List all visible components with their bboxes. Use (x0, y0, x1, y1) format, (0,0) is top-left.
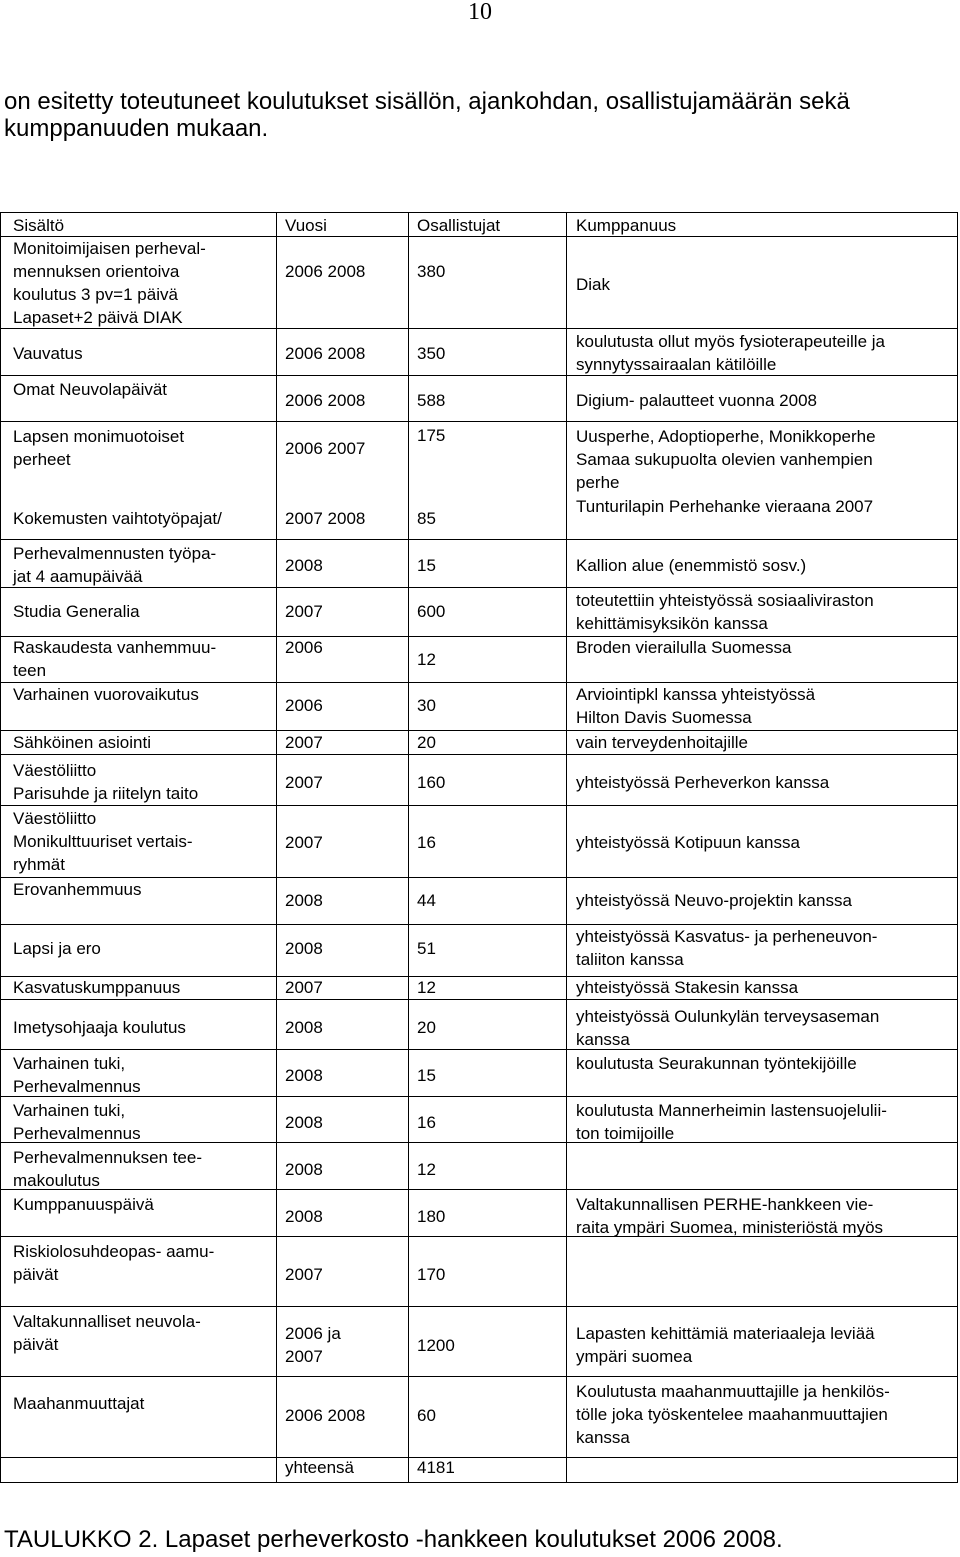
row-sisalto: Vauvatus (13, 344, 83, 363)
row-osallistujat: 15 (417, 1066, 436, 1085)
intro-line-2: kumppanuuden mukaan. (4, 115, 269, 142)
row-sisalto: Valtakunnalliset neuvola- päivät (13, 1312, 201, 1354)
row-osallistujat: 20 (417, 733, 436, 752)
total-value: 4181 (417, 1458, 455, 1477)
page-number: 10 (468, 0, 492, 25)
row-vuosi: 2007 (285, 733, 323, 752)
row-vuosi: 2007 (285, 978, 323, 997)
row-kumppanuus: Tunturilapin Perhehanke vieraana 2007 (576, 497, 874, 516)
row-osallistujat: 12 (417, 978, 436, 997)
row-osallistujat: 170 (417, 1265, 446, 1284)
row-kumppanuus: yhteistyössä Stakesin kanssa (576, 978, 799, 997)
row-vuosi: 2007 2008 (285, 509, 366, 528)
row-osallistujat: 16 (417, 833, 436, 852)
row-kumppanuus: koulutusta ollut myös fysioterapeuteille ja synnytyssairaalan kätilöille (576, 332, 885, 374)
row-kumppanuus: Valtakunnallisen PERHE-hankkeen vie- raita ympäri Suomea, ministeriöstä myös (576, 1195, 884, 1237)
row-sisalto: Kokemusten vaihtotyöpajat/ (13, 509, 222, 528)
row-sisalto: Erovanhemmuus (13, 880, 142, 899)
row-vuosi: 2008 (285, 1066, 323, 1085)
row-kumppanuus: yhteistyössä Perheverkon kanssa (576, 773, 830, 792)
row-vuosi: 2006 (285, 696, 323, 715)
row-kumppanuus: Koulutusta maahanmuuttajille ja henkilös- tölle joka työskentelee maahanmuuttajien kanssa (576, 1382, 890, 1447)
table-caption: TAULUKKO 2. Lapaset perheverkosto -hankkeen koulutukset 2006 2008. (4, 1526, 783, 1553)
row-sisalto: Varhainen tuki, Perhevalmennus (13, 1054, 141, 1096)
row-sisalto: Varhainen tuki, Perhevalmennus (13, 1101, 141, 1143)
header-osallistujat: Osallistujat (417, 216, 501, 235)
row-osallistujat: 12 (417, 1160, 436, 1179)
row-sisalto: Varhainen vuorovaikutus (13, 685, 199, 704)
row-sisalto: Omat Neuvolapäivät (13, 380, 168, 399)
row-osallistujat: 20 (417, 1018, 436, 1037)
row-kumppanuus: Diak (576, 275, 611, 294)
row-osallistujat: 180 (417, 1207, 446, 1226)
row-osallistujat: 600 (417, 602, 446, 621)
row-sisalto: Studia Generalia (13, 602, 140, 621)
row-osallistujat: 60 (417, 1406, 436, 1425)
row-vuosi: 2008 (285, 1160, 323, 1179)
row-kumppanuus: Lapasten kehittämiä materiaaleja leviää ympäri suomea (576, 1324, 875, 1366)
header-vuosi: Vuosi (285, 216, 327, 235)
row-kumppanuus: yhteistyössä Oulunkylän terveysaseman kanssa (576, 1007, 880, 1049)
row-vuosi: 2008 (285, 1207, 323, 1226)
row-sisalto: Imetysohjaaja koulutus (13, 1018, 186, 1037)
row-vuosi: 2006 2007 (285, 439, 366, 458)
row-osallistujat: 85 (417, 509, 436, 528)
row-sisalto: Lapsen monimuotoiset perheet (13, 427, 185, 469)
row-sisalto: Perhevalmennusten työpa- jat 4 aamupäivää (13, 544, 217, 586)
row-kumppanuus: Uusperhe, Adoptioperhe, Monikkoperhe Samaa sukupuolta olevien vanhempien perhe (576, 427, 876, 492)
row-vuosi: 2008 (285, 556, 323, 575)
row-kumppanuus: Digium- palautteet vuonna 2008 (576, 391, 817, 410)
row-kumppanuus: Arviointipkl kanssa yhteistyössä Hilton Davis Suomessa (576, 685, 816, 727)
intro-paragraph (4, 88, 954, 142)
row-sisalto: Maahanmuuttajat (13, 1394, 145, 1413)
row-vuosi: 2008 (285, 1018, 323, 1037)
row-osallistujat: 588 (417, 391, 446, 410)
row-sisalto: Kasvatuskumppanuus (13, 978, 181, 997)
row-sisalto: Monitoimijaisen perheval- mennuksen orientoiva koulutus 3 pv=1 päivä Lapaset+2 päivä DIAK (13, 239, 206, 327)
row-sisalto: Riskiolosuhdeopas- aamu- päivät (13, 1242, 215, 1284)
row-osallistujat: 12 (417, 650, 436, 669)
row-vuosi: 2006 2008 (285, 262, 366, 281)
row-vuosi: 2007 (285, 1265, 323, 1284)
row-vuosi: 2007 (285, 833, 323, 852)
row-kumppanuus: toteutettiin yhteistyössä sosiaaliviraston kehittämisyksikön kanssa (576, 591, 874, 633)
row-vuosi: 2006 (285, 638, 323, 657)
row-sisalto: Raskaudesta vanhemmuu- teen (13, 638, 217, 680)
row-kumppanuus: Broden vierailulla Suomessa (576, 638, 792, 657)
row-osallistujat: 175 (417, 426, 446, 445)
row-kumppanuus: yhteistyössä Kotipuun kanssa (576, 833, 800, 852)
row-vuosi: 2006 2008 (285, 344, 366, 363)
row-kumppanuus: yhteistyössä Neuvo-projektin kanssa (576, 891, 852, 910)
row-vuosi: 2006 ja 2007 (285, 1324, 341, 1366)
row-sisalto: Väestöliitto Parisuhde ja riitelyn taito (13, 761, 199, 803)
row-vuosi: 2008 (285, 891, 323, 910)
row-osallistujat: 30 (417, 696, 436, 715)
row-vuosi: 2006 2008 (285, 391, 366, 410)
row-osallistujat: 350 (417, 344, 446, 363)
row-kumppanuus: koulutusta Mannerheimin lastensuojelulii- ton toimijoille (576, 1101, 887, 1143)
row-sisalto: Väestöliitto Monikulttuuriset vertais- ryhmät (13, 809, 193, 874)
row-kumppanuus: vain terveydenhoitajille (576, 733, 748, 752)
row-vuosi: 2008 (285, 1113, 323, 1132)
row-kumppanuus: Kallion alue (enemmistö sosv.) (576, 556, 807, 575)
row-vuosi: 2007 (285, 773, 323, 792)
row-vuosi: 2006 2008 (285, 1406, 366, 1425)
header-kumppanuus: Kumppanuus (576, 216, 677, 235)
row-sisalto: Lapsi ja ero (13, 939, 101, 958)
row-osallistujat: 51 (417, 939, 436, 958)
row-sisalto: Perhevalmennuksen tee- makoulutus (13, 1148, 203, 1190)
row-osallistujat: 380 (417, 262, 446, 281)
row-osallistujat: 160 (417, 773, 446, 792)
row-vuosi: 2007 (285, 602, 323, 621)
row-kumppanuus: koulutusta Seurakunnan työntekijöille (576, 1054, 857, 1073)
row-osallistujat: 16 (417, 1113, 436, 1132)
intro-line-1: on esitetty toteutuneet koulutukset sisällön, ajankohdan, osallistujamäärän sekä (4, 88, 850, 115)
header-sisalto: Sisältö (13, 216, 65, 235)
row-sisalto: Kumppanuuspäivä (13, 1195, 154, 1214)
row-osallistujat: 1200 (417, 1336, 455, 1355)
row-kumppanuus: yhteistyössä Kasvatus- ja perheneuvon- taliiton kanssa (576, 927, 878, 969)
total-label: yhteensä (285, 1458, 354, 1477)
row-vuosi: 2008 (285, 939, 323, 958)
row-sisalto: Sähköinen asiointi (13, 733, 151, 752)
row-osallistujat: 44 (417, 891, 436, 910)
row-osallistujat: 15 (417, 556, 436, 575)
